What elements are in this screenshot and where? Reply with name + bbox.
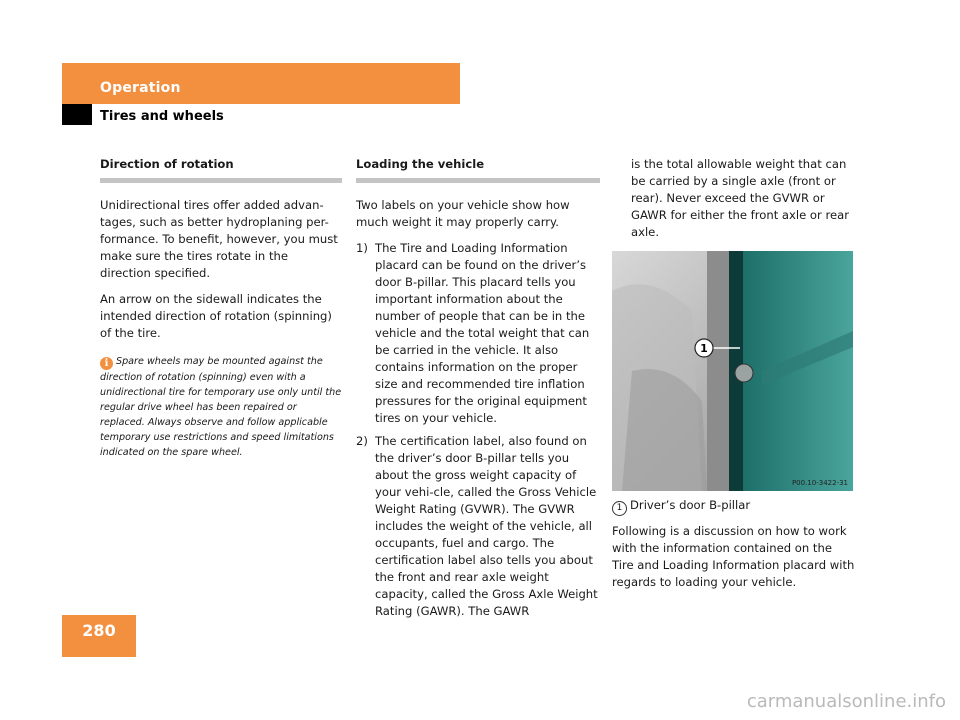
list-text: The Tire and Loading Information placard can be found on the driver’s door B-pillar. This placard tells you important information about the number of people that can be in the vehicle and the total weight that can be carried in the vehicle. It also contains information on the proper size and recommended tire inflation pressures for the original equipment tires on your vehicle.: [375, 241, 590, 425]
info-icon: i: [100, 357, 113, 370]
photo-caption: [612, 497, 856, 516]
list-continuation: is the total allowable weight that can be carried by a single axle (front or rear). Never exceed the GVWR or GAWR for either the front axle or rear axle.: [631, 157, 849, 239]
paragraph: Unidirectional tires offer added advan-tages, such as better hydroplaning per-formance. To benefit, however, you must make sure the tires rotate in the direction specified.: [100, 198, 338, 280]
page-number: 280: [82, 621, 116, 640]
section-title: Tires and wheels: [100, 109, 224, 124]
heading-direction-of-rotation: Direction of rotation: [100, 156, 342, 183]
column-1: [100, 156, 342, 460]
heading-loading-the-vehicle: Loading the vehicle: [356, 156, 600, 183]
list-item: [356, 433, 600, 620]
column-2: [356, 156, 600, 626]
paragraph: An arrow on the sidewall indicates the intended direction of rotation (spinning) of the tire.: [100, 292, 332, 340]
photo-reference-code: P00.10-3422-31: [791, 479, 848, 487]
photo-callout-1: 1: [700, 342, 708, 355]
paragraph: Following is a discussion on how to work with the information contained on the Tire and Loading Information placard with regards to loading your vehicle.: [612, 524, 855, 589]
header-marker: [62, 104, 92, 125]
paragraph: Two labels on your vehicle show how much weight it may properly carry.: [356, 198, 570, 229]
chapter-title: Operation: [100, 80, 181, 96]
list-number: 1): [356, 241, 368, 255]
watermark: carmanualsonline.info: [746, 691, 946, 712]
door-b-pillar-photo: [612, 251, 853, 491]
list-item: [356, 240, 600, 427]
column-3: [612, 156, 856, 600]
info-note-text: Spare wheels may be mounted against the direction of rotation (spinning) even with a unidirectional tire for temporary use only until the regular drive wheel has been repaired or replaced. Always observe and follow applicable temporary use restrictions and speed limitations indicated on the spare wheel.: [100, 356, 342, 458]
info-note: [100, 354, 342, 460]
callout-number: 1: [612, 501, 627, 516]
numbered-list: [356, 240, 600, 620]
list-text: The certification label, also found on the driver’s door B-pillar tells you about the gross weight capacity of your vehi-cle, called the Gross Vehicle Weight Rating (GVWR). The GVWR includes the weight of the vehicle, all occupants, fuel and cargo. The certification label also tells you about the front and rear axle weight capacity, called the Gross Axle Weight Rating (GAWR). The GAWR: [375, 434, 598, 618]
list-number: 2): [356, 434, 368, 448]
caption-text: Driver’s door B-pillar: [630, 498, 751, 512]
